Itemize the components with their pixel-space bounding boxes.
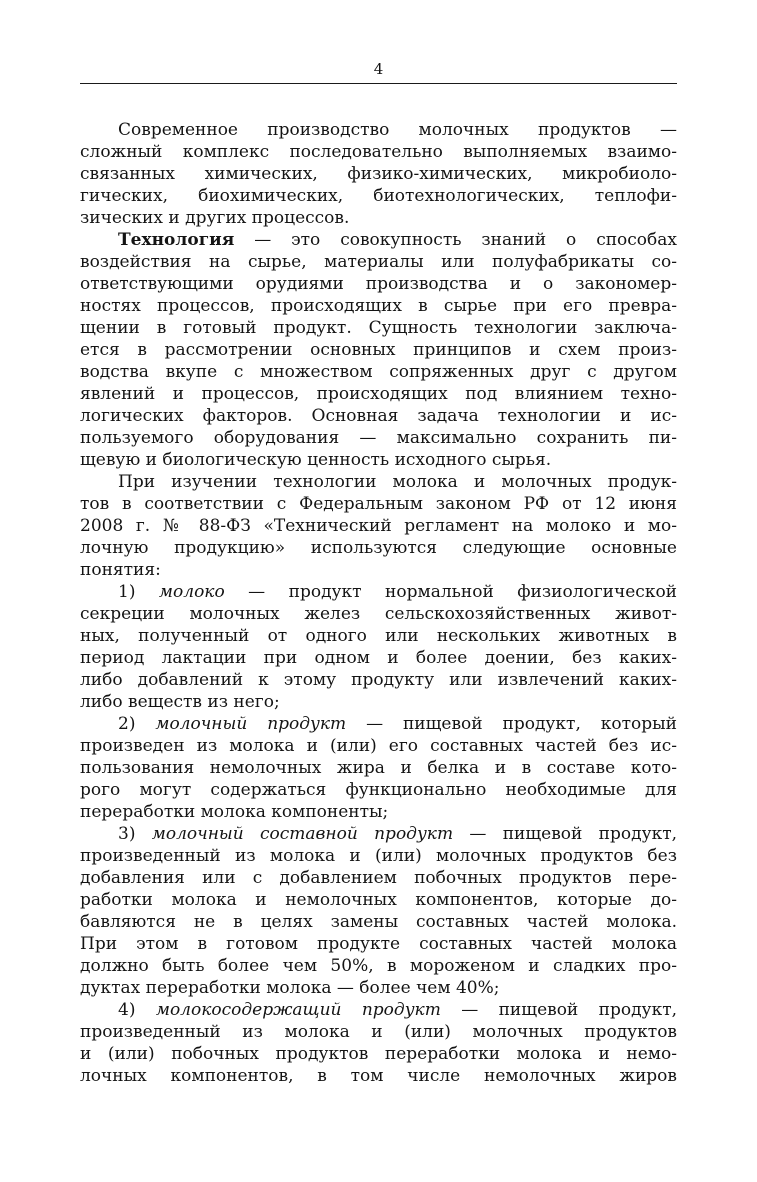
- text-segment: ответствующими орудиями производства и о закономер-: [80, 274, 677, 294]
- text-segment: либо веществ из него;: [80, 692, 280, 712]
- text-line: [80, 537, 677, 559]
- text-segment: добавления или с добавлением побочных продуктов пере-: [80, 868, 677, 888]
- text-segment: 4): [118, 1000, 156, 1020]
- text-segment: рого могут содержаться функционально необходимые для: [80, 780, 677, 800]
- text-line: [80, 559, 677, 581]
- text-segment: — продукт нормальной физиологической: [224, 582, 677, 602]
- page-number: 4: [373, 60, 384, 78]
- paragraph: [80, 471, 677, 581]
- text-segment: секреции молочных желез сельскохозяйственных живот-: [80, 604, 677, 624]
- text-segment: лочную продукцию» используются следующие основные: [80, 538, 677, 558]
- text-segment: пользуемого оборудования — максимально сохранить пи-: [80, 428, 677, 448]
- text-line: [80, 317, 677, 339]
- text-line: [80, 1043, 677, 1065]
- paragraph: [80, 119, 677, 229]
- text-line: [80, 581, 677, 603]
- text-segment: работки молока и немолочных компонентов, которые до-: [80, 890, 677, 910]
- text-segment: произведен из молока и (или) его составных частей без ис-: [80, 736, 677, 756]
- text-segment: гических, биохимических, биотехнологических, теплофи-: [80, 186, 677, 206]
- paragraph: [80, 999, 677, 1087]
- text-line: [80, 1021, 677, 1043]
- paragraph: [80, 713, 677, 823]
- text-line: [80, 779, 677, 801]
- text-segment: щевую и биологическую ценность исходного сырья.: [80, 450, 552, 470]
- text-line: [80, 141, 677, 163]
- text-line: [80, 339, 677, 361]
- text-segment: произведенный из молока и (или) молочных продуктов без: [80, 846, 677, 866]
- text-segment: логических факторов. Основная задача технологии и ис-: [80, 406, 677, 426]
- text-segment: понятия:: [80, 560, 161, 580]
- paragraph: [80, 581, 677, 713]
- paragraph: [80, 229, 677, 471]
- text-line: [80, 977, 677, 999]
- text-segment: 3): [118, 824, 152, 844]
- text-segment: произведенный из молока и (или) молочных продуктов: [80, 1022, 677, 1042]
- text-line: [80, 691, 677, 713]
- text-segment: Современное производство молочных продуктов —: [118, 120, 677, 140]
- italic-term: молокосодержащий продукт: [155, 1000, 441, 1020]
- text-segment: ется в рассмотрении основных принципов и схем произ-: [80, 340, 677, 360]
- text-line: [80, 361, 677, 383]
- text-line: [80, 867, 677, 889]
- text-segment: и (или) побочных продуктов переработки молока и немо-: [80, 1044, 677, 1064]
- text-segment: либо добавлений к этому продукту или извлечений каких-: [80, 670, 677, 690]
- text-column: [80, 119, 677, 1087]
- text-line: [80, 295, 677, 317]
- text-segment: пользования немолочных жира и белка и в составе кото-: [80, 758, 677, 778]
- text-segment: период лактации при одном и более доении, без каких-: [80, 648, 677, 668]
- text-line: [80, 999, 677, 1021]
- text-segment: лочных компонентов, в том числе немолочных жиров: [80, 1066, 677, 1086]
- text-line: [80, 647, 677, 669]
- text-line: [80, 823, 677, 845]
- text-line: [80, 405, 677, 427]
- text-line: [80, 119, 677, 141]
- text-segment: 2): [118, 714, 156, 734]
- text-line: [80, 273, 677, 295]
- text-segment: — пищевой продукт,: [453, 824, 677, 844]
- text-line: [80, 911, 677, 933]
- text-line: [80, 383, 677, 405]
- text-segment: 1): [118, 582, 159, 602]
- text-line: [80, 449, 677, 471]
- text-line: [80, 933, 677, 955]
- italic-term: молочный составной продукт: [151, 824, 454, 844]
- text-line: [80, 757, 677, 779]
- text-line: [80, 1065, 677, 1087]
- text-line: [80, 603, 677, 625]
- text-line: [80, 493, 677, 515]
- text-line: [80, 471, 677, 493]
- text-segment: ностях процессов, происходящих в сырье при его превра-: [80, 296, 677, 316]
- text-segment: — это совокупность знаний о способах: [234, 230, 677, 250]
- text-line: [80, 207, 677, 229]
- text-line: [80, 515, 677, 537]
- italic-term: молоко: [158, 582, 225, 602]
- text-segment: — пищевой продукт,: [440, 1000, 677, 1020]
- bold-term: Технология: [118, 230, 235, 250]
- text-line: [80, 229, 677, 251]
- text-segment: ных, полученный от одного или нескольких животных в: [80, 626, 677, 646]
- text-segment: связанных химических, физико-химических, микробиоло-: [80, 164, 677, 184]
- text-segment: водства вкупе с множеством сопряженных друг с другом: [80, 362, 677, 382]
- text-segment: При этом в готовом продукте составных частей молока: [80, 934, 677, 954]
- text-segment: тов в соответствии с Федеральным законом РФ от 12 июня: [80, 494, 677, 514]
- text-line: [80, 163, 677, 185]
- text-line: [80, 713, 677, 735]
- text-segment: переработки молока компоненты;: [80, 802, 389, 822]
- text-line: [80, 185, 677, 207]
- text-segment: — пищевой продукт, который: [346, 714, 677, 734]
- italic-term: молочный продукт: [155, 714, 347, 734]
- text-line: [80, 625, 677, 647]
- text-segment: воздействия на сырье, материалы или полуфабрикаты со-: [80, 252, 677, 272]
- paragraph: [80, 823, 677, 999]
- text-line: [80, 845, 677, 867]
- text-segment: 2008 г. № 88-ФЗ «Технический регламент на молоко и мо-: [80, 516, 677, 536]
- text-segment: сложный комплекс последовательно выполняемых взаимо-: [80, 142, 677, 162]
- text-segment: явлений и процессов, происходящих под влиянием техно-: [80, 384, 677, 404]
- text-line: [80, 427, 677, 449]
- text-line: [80, 955, 677, 977]
- header-rule: [80, 83, 677, 84]
- text-line: [80, 889, 677, 911]
- text-line: [80, 735, 677, 757]
- text-segment: должно быть более чем 50%, в мороженом и сладких про-: [80, 956, 677, 976]
- text-segment: бавляются не в целях замены составных частей молока.: [80, 912, 677, 932]
- text-line: [80, 801, 677, 823]
- text-segment: При изучении технологии молока и молочных продук-: [118, 472, 677, 492]
- text-segment: зических и других процессов.: [80, 208, 350, 228]
- text-line: [80, 669, 677, 691]
- text-line: [80, 251, 677, 273]
- text-segment: дуктах переработки молока — более чем 40%;: [80, 978, 500, 998]
- text-segment: щении в готовый продукт. Сущность технологии заключа-: [80, 318, 677, 338]
